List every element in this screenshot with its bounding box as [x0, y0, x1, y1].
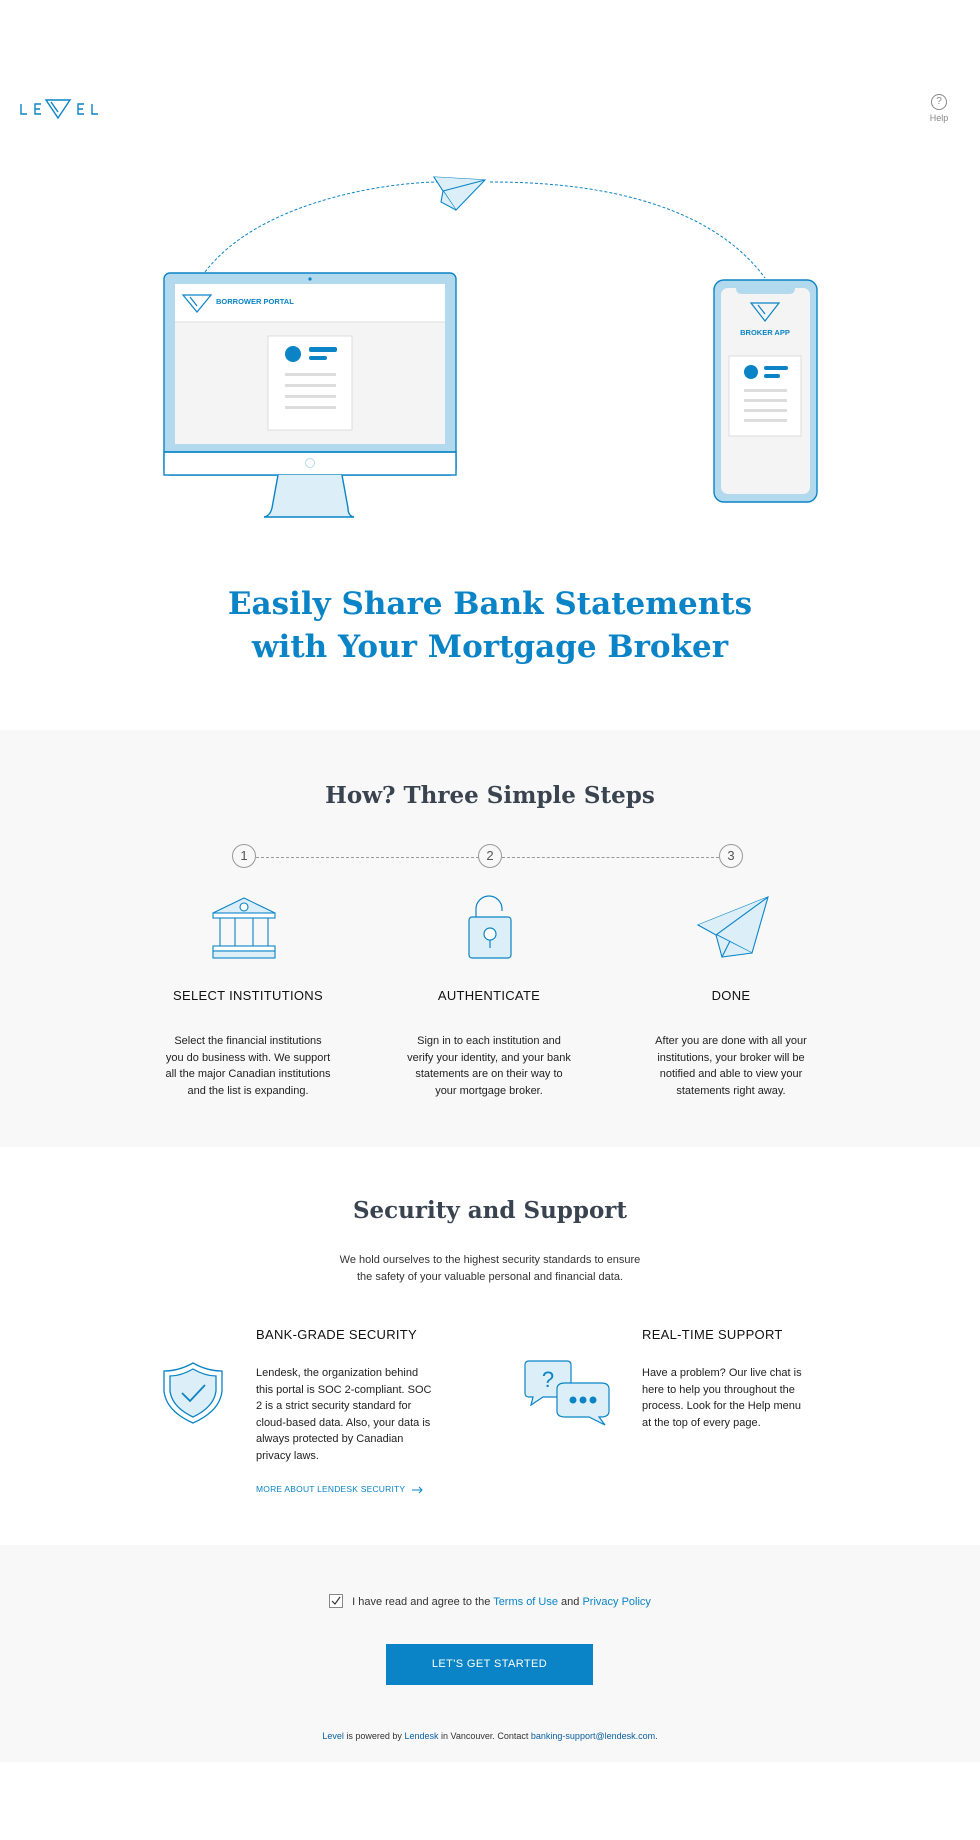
step-connector: [256, 857, 479, 858]
desktop-monitor: [164, 273, 456, 517]
step-done: [631, 988, 831, 1099]
lendesk-link[interactable]: Lendesk: [404, 1731, 439, 1741]
agree-prefix: I have read and agree to the: [352, 1595, 491, 1608]
security-title: Security and Support: [352, 1197, 628, 1224]
flight-path: [205, 182, 440, 272]
step-authenticate: [389, 988, 589, 1099]
security-more-link[interactable]: MORE ABOUT LENDESK SECURITY: [256, 1484, 424, 1494]
step-heading: AUTHENTICATE: [437, 988, 541, 1003]
step-heading: DONE: [711, 988, 751, 1003]
svg-text:?: ?: [541, 1367, 555, 1392]
footer-period: .: [655, 1731, 658, 1741]
help-menu[interactable]: [924, 94, 954, 123]
chat-bubbles-icon: [521, 1359, 613, 1427]
help-label: Help: [929, 113, 949, 123]
step-select-institutions: [148, 988, 348, 1099]
hero-title-line1: Easily Share Bank Statements: [227, 586, 753, 622]
feature-description: Lendesk, the organization behind this portal is SOC 2-compliant. SOC 2 is a strict security standard for cloud-based data. Also, your data is always protected by Canadian privacy laws.: [256, 1367, 432, 1462]
level-logo[interactable]: [20, 96, 112, 122]
feature-description: Have a problem? Our live chat is here to help you throughout the process. Look for the Help menu at the top of every page.: [642, 1367, 802, 1429]
paper-plane-icon: [696, 895, 770, 961]
page-header: [0, 0, 980, 150]
security-section: [0, 1147, 980, 1545]
step-connector: [502, 857, 719, 858]
footer-location: in Vancouver. Contact: [441, 1731, 529, 1741]
get-started-button[interactable]: LET'S GET STARTED: [386, 1644, 593, 1685]
step-number: 2: [478, 844, 502, 868]
broker-app-label: BROKER APP: [740, 328, 790, 337]
footer-powered-by: is powered by: [346, 1731, 402, 1741]
terms-of-use-link[interactable]: Terms of Use: [493, 1595, 558, 1608]
paper-plane-icon: [434, 177, 485, 210]
agreement-section: [0, 1545, 980, 1762]
feature-heading: BANK-GRADE SECURITY: [256, 1327, 418, 1342]
phone-device: [714, 280, 817, 502]
shield-check-icon: [162, 1361, 224, 1425]
borrower-portal-label: BORROWER PORTAL: [216, 297, 294, 306]
unlock-icon: [466, 895, 514, 961]
level-link[interactable]: Level: [322, 1731, 344, 1741]
security-subtitle: We hold ourselves to the highest security standards to ensure the safety of your valuable personal and financial data.: [339, 1254, 641, 1283]
step-number: 3: [719, 844, 743, 868]
help-icon[interactable]: ?: [931, 94, 947, 110]
step-description: Sign in to each institution and verify your identity, and your bank statements are on their way to your mortgage broker.: [407, 1035, 571, 1097]
bank-icon: [211, 895, 277, 961]
hero-title-line2: with Your Mortgage Broker: [251, 629, 729, 665]
step-number: 1: [232, 844, 256, 868]
step-description: After you are done with all your institutions, your broker will be notified and able to view your statements right away.: [655, 1035, 807, 1097]
steps-section: [0, 730, 980, 1147]
checkmark-icon: [331, 1596, 341, 1606]
feature-heading: REAL-TIME SUPPORT: [642, 1327, 783, 1342]
agree-and: and: [561, 1595, 580, 1608]
step-heading: SELECT INSTITUTIONS: [173, 988, 323, 1003]
agree-checkbox[interactable]: [329, 1594, 343, 1608]
step-description: Select the financial institutions you do business with. We support all the major Canadian institutions and the list is expanding.: [165, 1035, 331, 1097]
terms-agreement: [0, 1595, 980, 1609]
hero-title: [0, 583, 980, 669]
footer: [0, 1731, 980, 1741]
privacy-policy-link[interactable]: Privacy Policy: [582, 1595, 651, 1608]
support-email-link[interactable]: banking-support@lendesk.com: [530, 1731, 656, 1741]
hero-illustration: [0, 160, 980, 530]
arrow-right-icon: [412, 1486, 424, 1494]
steps-title: How? Three Simple Steps: [325, 782, 655, 809]
